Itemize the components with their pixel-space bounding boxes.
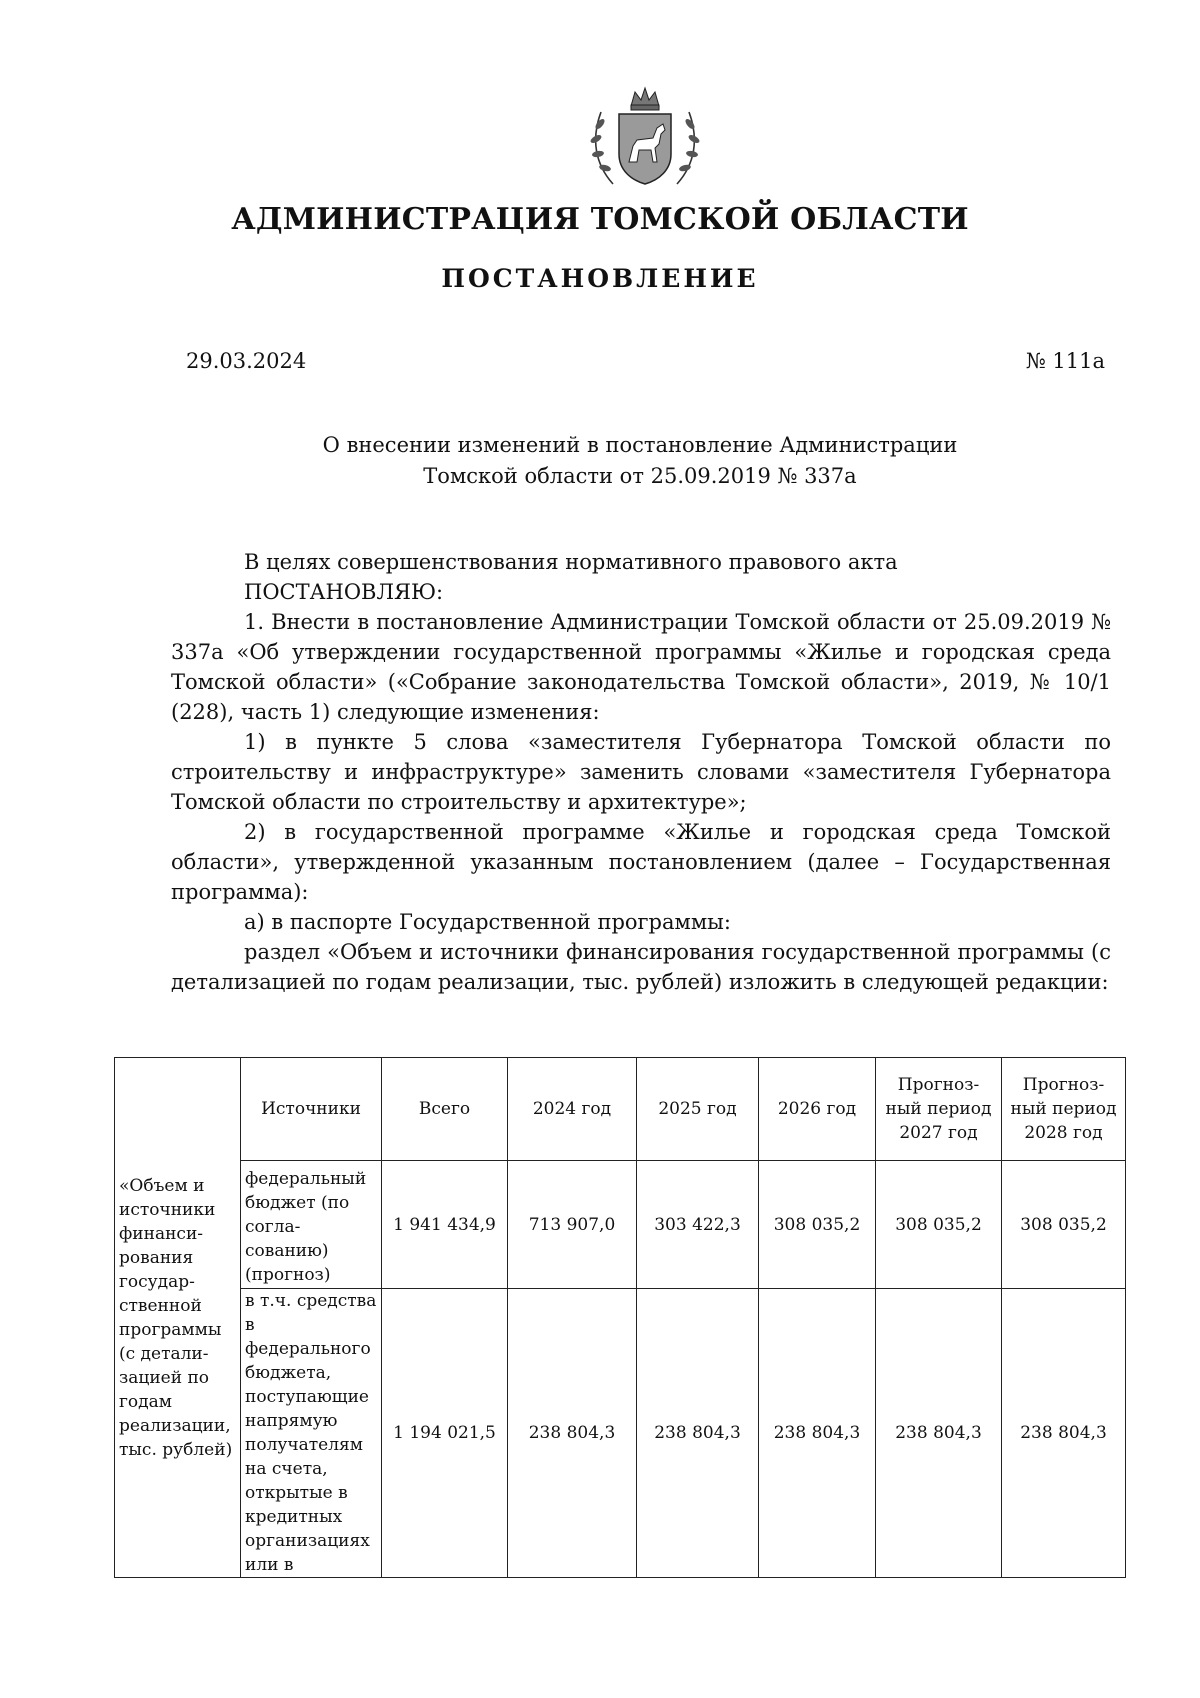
body-paragraph-1: 1. Внести в постановление Администрации Томской области от 25.09.2019 № 337а «Об утверждении государственной программы «Жилье и городская среда Томской области» («Собрание законодательства Томской области», 2019, № 10/1 (228), часть 1) следующие изменения: [171,610,1111,724]
table-header-cell: Прогноз-ный период 2028 год [1002,1058,1126,1161]
table-value-cell: 238 804,3 [759,1289,876,1578]
table-header-cell: Прогноз-ный период 2027 год [876,1058,1002,1161]
table-value-cell: 308 035,2 [1002,1161,1126,1289]
document-number: № 111а [1025,349,1105,373]
table-header-row [115,1058,1126,1161]
table-value-cell: 238 804,3 [508,1289,637,1578]
table-header-cell: Источники [241,1058,382,1161]
document-subject [170,430,1110,492]
table-source-cell: в т.ч. средства в федерального бюджета, поступающие напрямую получателям на счета, открытые в кредитных организациях или в [241,1289,382,1578]
organization-title: АДМИНИСТРАЦИЯ ТОМСКОЙ ОБЛАСТИ [231,202,969,237]
table-row-label: «Объем и источники финанси-рования государ-ственной программы (с детали-зацией по годам реализации, тыс. рублей) [115,1058,241,1578]
table-value-cell: 308 035,2 [759,1161,876,1289]
subject-line-2: Томской области от 25.09.2019 № 337а [423,464,857,488]
table-row [115,1289,1126,1578]
body-paragraph-decree: ПОСТАНОВЛЯЮ: [244,580,444,604]
document-date: 29.03.2024 [186,349,307,373]
table-header-cell: Всего [382,1058,508,1161]
body-paragraph-section: раздел «Объем и источники финансирования государственной программы (с детализацией по годам реализации, тыс. рублей) изложить в следующей редакции: [171,940,1111,994]
document-body [171,547,1111,997]
table-value-cell: 713 907,0 [508,1161,637,1289]
table-value-cell: 238 804,3 [876,1289,1002,1578]
financing-table [114,1057,1126,1578]
body-paragraph-purpose: В целях совершенствования нормативного правового акта [244,550,898,574]
table-value-cell: 1 194 021,5 [382,1289,508,1578]
coat-of-arms-icon [583,84,707,188]
table-header-cell: 2024 год [508,1058,637,1161]
table-header-cell: 2026 год [759,1058,876,1161]
table-value-cell: 238 804,3 [1002,1289,1126,1578]
subject-line-1: О внесении изменений в постановление Администрации [322,433,958,457]
table-source-cell: федеральный бюджет (по согла-сованию) (прогноз) [241,1161,382,1289]
table-value-cell: 308 035,2 [876,1161,1002,1289]
body-paragraph-item-a: а) в паспорте Государственной программы: [244,910,731,934]
table-value-cell: 303 422,3 [637,1161,759,1289]
table-value-cell: 238 804,3 [637,1289,759,1578]
table-row [115,1161,1126,1289]
table-value-cell: 1 941 434,9 [382,1161,508,1289]
body-paragraph-item-2: 2) в государственной программе «Жилье и городская среда Томской области», утвержденной указанным постановлением (далее – Государственная программа): [171,820,1111,904]
body-paragraph-item-1: 1) в пункте 5 слова «заместителя Губернатора Томской области по строительству и инфраструктуре» заменить словами «заместителя Губернатора Томской области по строительству и архитектуре»; [171,730,1111,814]
document-type: ПОСТАНОВЛЕНИЕ [441,264,759,293]
table-header-cell: 2025 год [637,1058,759,1161]
